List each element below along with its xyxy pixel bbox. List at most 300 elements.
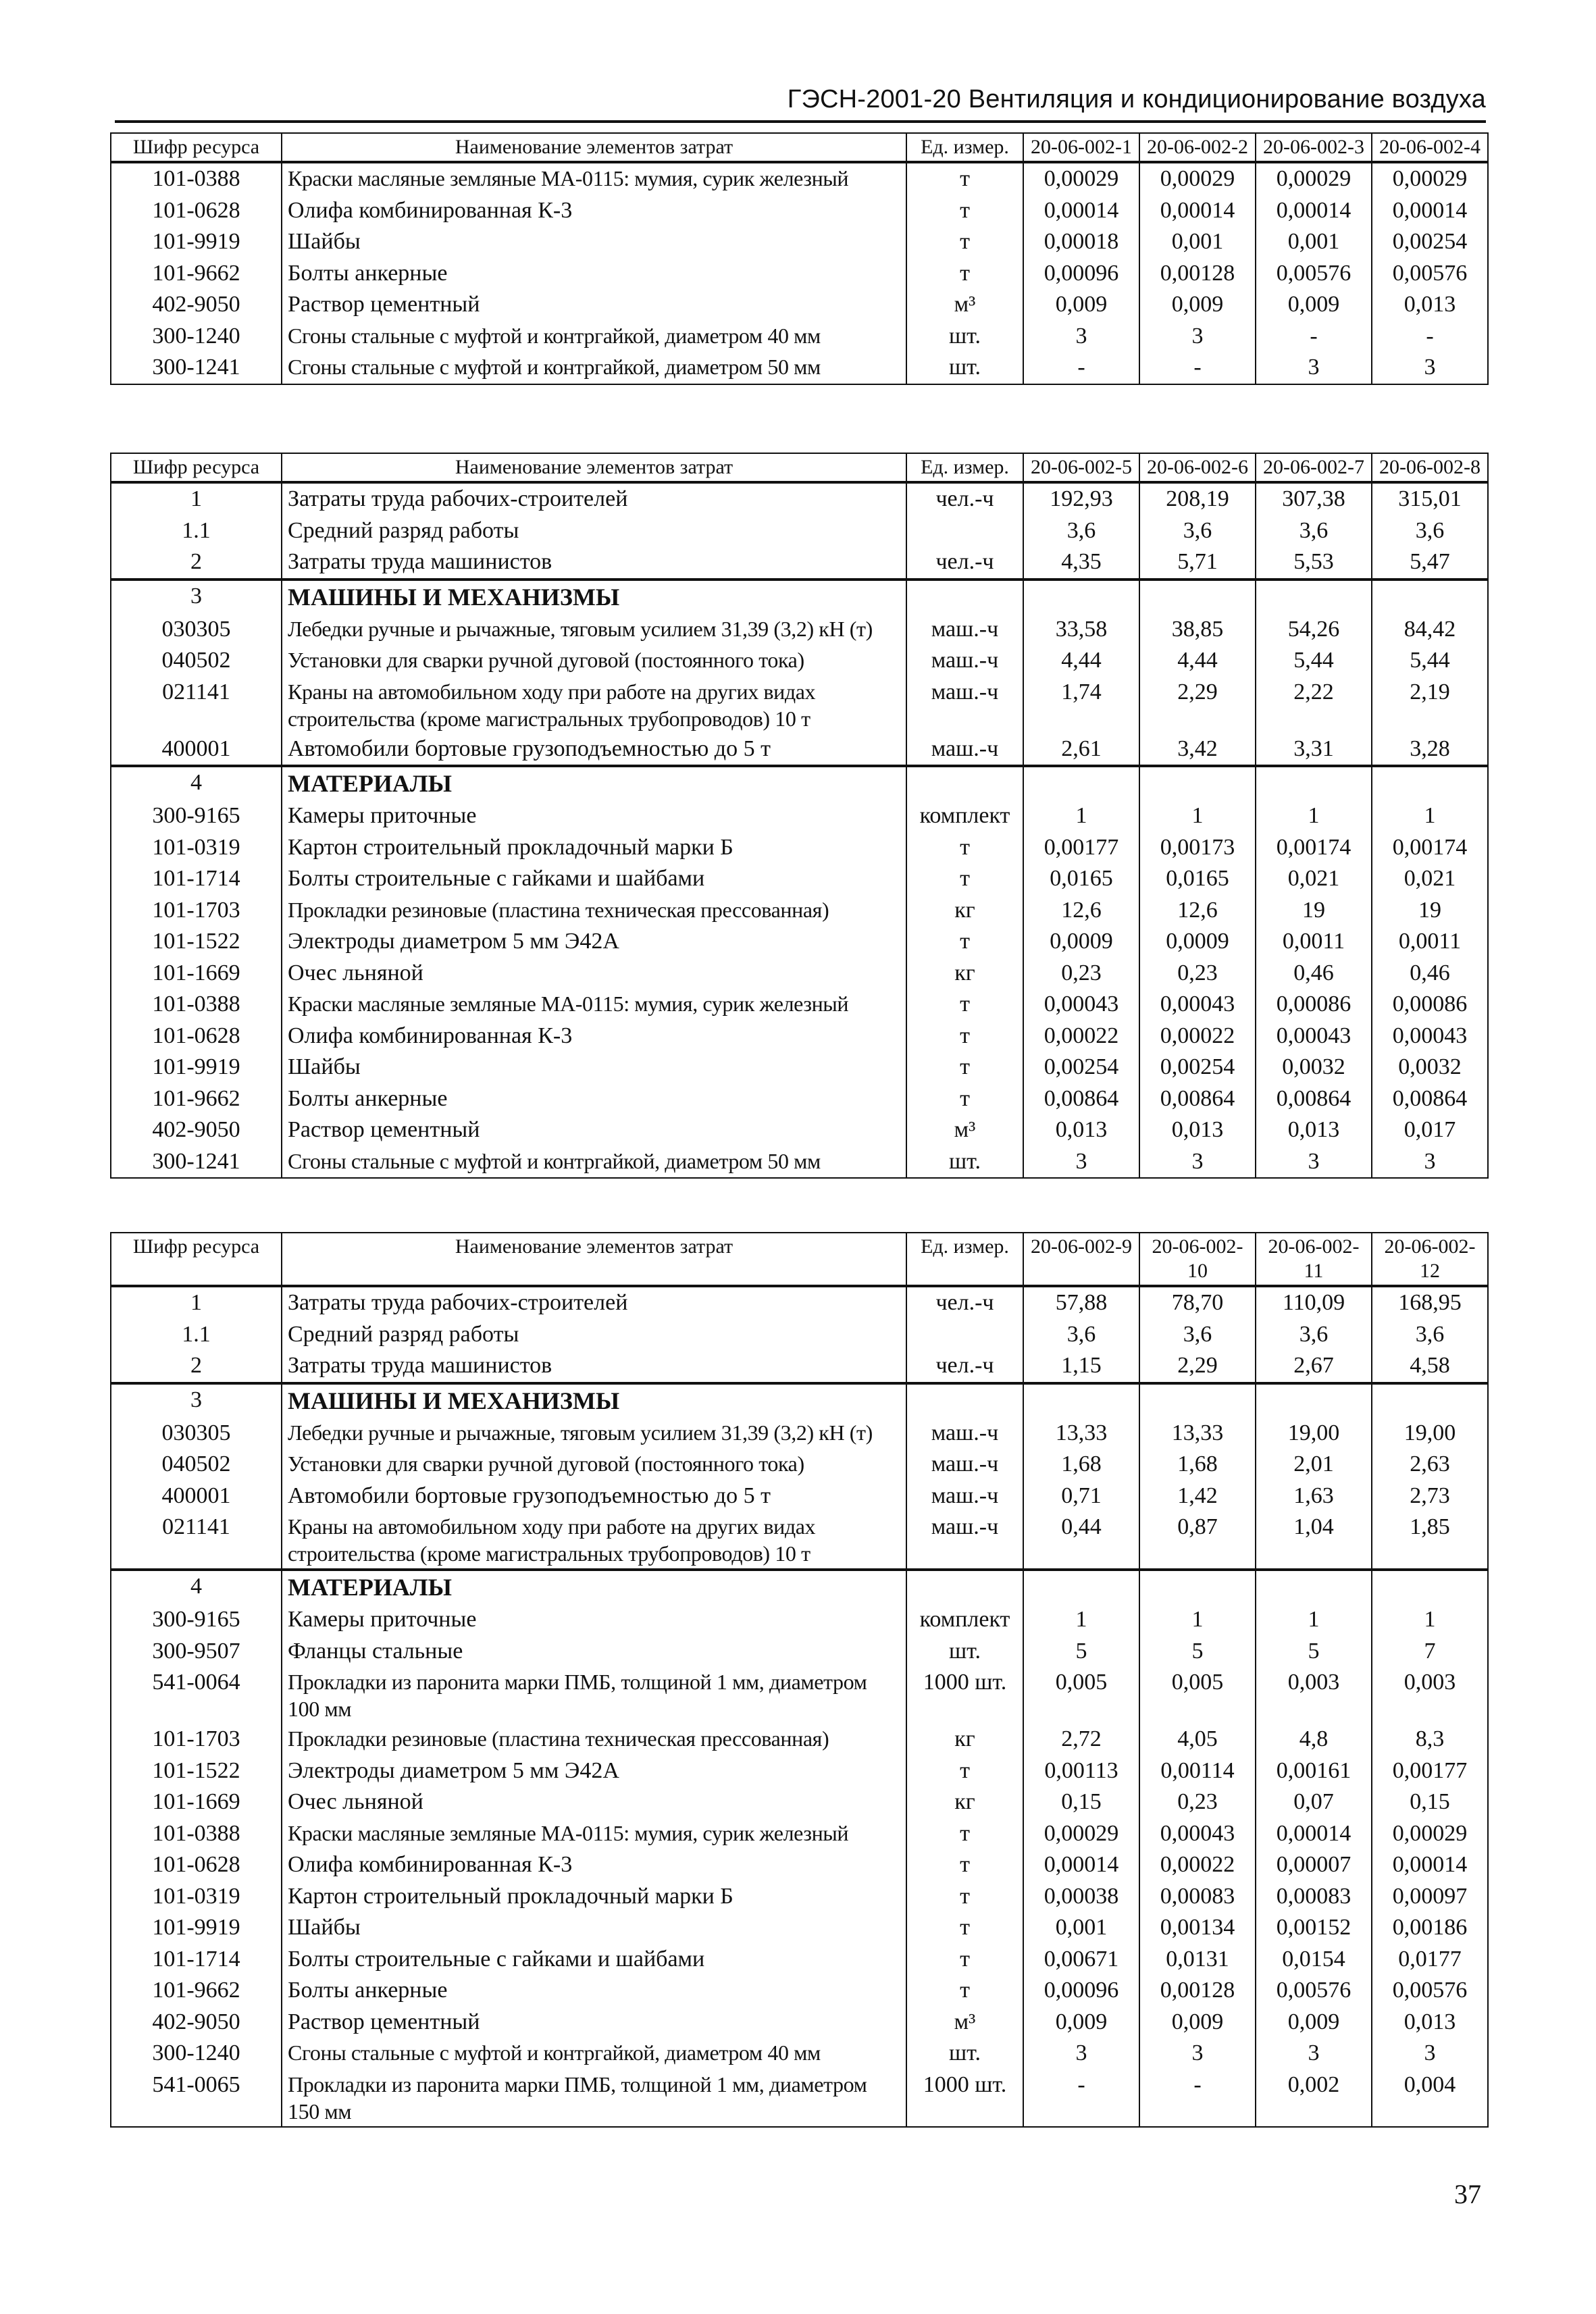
resource-value: 0,00014 [1139, 195, 1256, 227]
resource-value: 0,013 [1256, 1114, 1372, 1146]
resource-value: 1 [1023, 1604, 1139, 1636]
resource-value [1256, 1383, 1372, 1418]
table-row [111, 1146, 1488, 1179]
resource-value: - [1139, 2069, 1256, 2127]
resource-value: 0,00029 [1256, 162, 1372, 195]
resource-unit: шт. [906, 321, 1023, 353]
col-header-code: Шифр ресурса [111, 133, 282, 162]
resource-name: Автомобили бортовые грузоподъемностью до 5 т [282, 734, 906, 767]
resource-value: 1 [1372, 800, 1488, 832]
resource-value: 0,0011 [1256, 926, 1372, 958]
col-header-code: Шифр ресурса [111, 1233, 282, 1286]
resource-value: 3,28 [1372, 734, 1488, 767]
resource-unit: шт. [906, 1636, 1023, 1668]
table-row [111, 1286, 1488, 1319]
resource-value: 3,6 [1139, 1319, 1256, 1351]
resource-value: 0,00576 [1372, 258, 1488, 290]
resource-value: 12,6 [1139, 895, 1256, 927]
resource-value: 3 [1139, 321, 1256, 353]
resource-name: Установки для сварки ручной дуговой (постоянного тока) [282, 645, 906, 677]
resource-value: 3,6 [1372, 515, 1488, 547]
resource-value: 3 [1139, 2038, 1256, 2069]
table-row [111, 546, 1488, 580]
resource-value: 3,6 [1372, 1319, 1488, 1351]
resource-unit [906, 766, 1023, 800]
resource-name: Болты анкерные [282, 1083, 906, 1115]
resource-value [1023, 1570, 1139, 1604]
resource-code: 101-1714 [111, 863, 282, 895]
resource-value: 0,00038 [1023, 1881, 1139, 1913]
table-row [111, 926, 1488, 958]
resource-name: МАТЕРИАЛЫ [282, 766, 906, 800]
resource-value: 4,58 [1372, 1350, 1488, 1383]
resource-value: 3,42 [1139, 734, 1256, 767]
resource-value: 5,47 [1372, 546, 1488, 580]
table-row [111, 2038, 1488, 2069]
resource-name: Шайбы [282, 1912, 906, 1944]
resource-value: 3,31 [1256, 734, 1372, 767]
resource-code: 040502 [111, 645, 282, 677]
resource-value: 0,07 [1256, 1786, 1372, 1818]
resource-value [1372, 766, 1488, 800]
resource-name: Камеры приточные [282, 1604, 906, 1636]
resource-name: Лебедки ручные и рычажные, тяговым усилием 31,39 (3,2) кН (т) [282, 1418, 906, 1449]
resource-unit: т [906, 989, 1023, 1021]
resource-value: 0,0165 [1139, 863, 1256, 895]
resource-name: Олифа комбинированная К-3 [282, 1849, 906, 1881]
resource-value [1372, 1570, 1488, 1604]
resource-value: 0,00022 [1023, 1021, 1139, 1052]
resource-name: Прокладки резиновые (пластина техническая прессованная) [282, 1724, 906, 1755]
resource-value: 0,00022 [1139, 1849, 1256, 1881]
resource-name: Прокладки резиновые (пластина техническая прессованная) [282, 895, 906, 927]
resource-code: 300-1240 [111, 2038, 282, 2069]
resource-code: 300-9165 [111, 1604, 282, 1636]
resource-unit: т [906, 258, 1023, 290]
resource-value: 0,005 [1023, 1667, 1139, 1724]
resource-value [1372, 1383, 1488, 1418]
resource-value: 54,26 [1256, 614, 1372, 646]
resource-value: 4,35 [1023, 546, 1139, 580]
resource-value: 315,01 [1372, 482, 1488, 515]
resource-name: Сгоны стальные с муфтой и контргайкой, диаметром 40 мм [282, 321, 906, 353]
table-row [111, 482, 1488, 515]
resource-value: 0,009 [1023, 289, 1139, 321]
resource-value: 3 [1256, 2038, 1372, 2069]
resource-value: 3 [1256, 352, 1372, 384]
col-header-name: Наименование элементов затрат [282, 1233, 906, 1286]
resource-table-3 [110, 1232, 1489, 2128]
resource-unit: м³ [906, 2007, 1023, 2038]
resource-value: 2,73 [1372, 1481, 1488, 1512]
resource-value: - [1256, 321, 1372, 353]
resource-value: 4,05 [1139, 1724, 1256, 1755]
resource-name: Раствор цементный [282, 2007, 906, 2038]
resource-value [1139, 766, 1256, 800]
resource-unit: маш.-ч [906, 614, 1023, 646]
resource-value: 0,00096 [1023, 1975, 1139, 2007]
resource-unit: маш.-ч [906, 1418, 1023, 1449]
resource-code: 101-0628 [111, 195, 282, 227]
section-row [111, 1570, 1488, 1604]
resource-value: 0,00174 [1256, 832, 1372, 864]
resource-code: 1 [111, 482, 282, 515]
col-header-unit: Ед. измер. [906, 453, 1023, 482]
col-header-norm: 20-06-002-10 [1139, 1233, 1256, 1286]
resource-value: 0,00576 [1372, 1975, 1488, 2007]
resource-unit: комплект [906, 800, 1023, 832]
resource-unit: т [906, 863, 1023, 895]
table-row [111, 1319, 1488, 1351]
section-row [111, 580, 1488, 614]
resource-unit: маш.-ч [906, 677, 1023, 734]
col-header-norm: 20-06-002-12 [1372, 1233, 1488, 1286]
table-row [111, 1786, 1488, 1818]
resource-value: 0,004 [1372, 2069, 1488, 2127]
resource-code: 400001 [111, 1481, 282, 1512]
col-header-norm: 20-06-002-3 [1256, 133, 1372, 162]
resource-name: Затраты труда машинистов [282, 546, 906, 580]
resource-code: 101-9919 [111, 1052, 282, 1083]
resource-code: 4 [111, 1570, 282, 1604]
resource-value [1256, 766, 1372, 800]
resource-unit [906, 1383, 1023, 1418]
resource-value: 3 [1256, 1146, 1372, 1179]
resource-value: 0,001 [1256, 226, 1372, 258]
resource-value: 0,00152 [1256, 1912, 1372, 1944]
resource-name: Раствор цементный [282, 1114, 906, 1146]
resource-name: Затраты труда рабочих-строителей [282, 482, 906, 515]
resource-code: 2 [111, 546, 282, 580]
resource-unit: чел.-ч [906, 1286, 1023, 1319]
table-row [111, 1849, 1488, 1881]
table-row [111, 832, 1488, 864]
page-header-title: ГЭСН-2001-20 Вентиляция и кондиционирование воздуха [787, 85, 1486, 113]
resource-value: 2,63 [1372, 1449, 1488, 1481]
resource-value: 19 [1372, 895, 1488, 927]
resource-name: МАТЕРИАЛЫ [282, 1570, 906, 1604]
resource-code: 300-9507 [111, 1636, 282, 1668]
resource-name: Очес льняной [282, 958, 906, 989]
col-header-code: Шифр ресурса [111, 453, 282, 482]
resource-name: Затраты труда рабочих-строителей [282, 1286, 906, 1319]
col-header-norm: 20-06-002-6 [1139, 453, 1256, 482]
table-row [111, 1052, 1488, 1083]
resource-name: Болты анкерные [282, 258, 906, 290]
table-row [111, 162, 1488, 195]
table-row [111, 734, 1488, 767]
resource-code: 101-1714 [111, 1944, 282, 1976]
resource-value: - [1023, 352, 1139, 384]
resource-code: 3 [111, 1383, 282, 1418]
resource-name: Очес льняной [282, 1786, 906, 1818]
resource-value: 0,00043 [1023, 989, 1139, 1021]
resource-unit: м³ [906, 1114, 1023, 1146]
resource-value: 8,3 [1372, 1724, 1488, 1755]
resource-value: 0,00097 [1372, 1881, 1488, 1913]
resource-name: Прокладки из паронита марки ПМБ, толщиной 1 мм, диаметром 150 мм [282, 2069, 906, 2127]
resource-code: 101-9662 [111, 1975, 282, 2007]
resource-value: 0,009 [1139, 289, 1256, 321]
resource-value: 0,00576 [1256, 258, 1372, 290]
header-rule [115, 120, 1486, 123]
resource-value: 0,00114 [1139, 1755, 1256, 1787]
table-row [111, 1912, 1488, 1944]
resource-value: 0,013 [1139, 1114, 1256, 1146]
table-row [111, 2069, 1488, 2127]
resource-value: 307,38 [1256, 482, 1372, 515]
table-row [111, 321, 1488, 353]
resource-value: 5 [1256, 1636, 1372, 1668]
resource-value: 0,00086 [1372, 989, 1488, 1021]
resource-value: 0,0165 [1023, 863, 1139, 895]
resource-value: 0,001 [1139, 226, 1256, 258]
resource-value: 0,00864 [1256, 1083, 1372, 1115]
resource-value: 38,85 [1139, 614, 1256, 646]
resource-unit: т [906, 1021, 1023, 1052]
resource-table-2 [110, 453, 1489, 1179]
resource-value: 0,0131 [1139, 1944, 1256, 1976]
table-row [111, 645, 1488, 677]
table-row [111, 1975, 1488, 2007]
resource-value: 0,00029 [1372, 162, 1488, 195]
resource-value: 3 [1372, 2038, 1488, 2069]
resource-value: 0,00254 [1372, 226, 1488, 258]
resource-value: 0,46 [1256, 958, 1372, 989]
resource-value: - [1372, 321, 1488, 353]
resource-unit: маш.-ч [906, 1512, 1023, 1570]
col-header-norm: 20-06-002-11 [1256, 1233, 1372, 1286]
resource-code: 101-1522 [111, 1755, 282, 1787]
resource-name: Лебедки ручные и рычажные, тяговым усилием 31,39 (3,2) кН (т) [282, 614, 906, 646]
resource-unit: т [906, 926, 1023, 958]
resource-unit: маш.-ч [906, 1449, 1023, 1481]
table-row [111, 195, 1488, 227]
resource-value: 0,00083 [1139, 1881, 1256, 1913]
resource-code: 101-9662 [111, 258, 282, 290]
resource-unit: т [906, 832, 1023, 864]
resource-code: 101-0628 [111, 1849, 282, 1881]
resource-unit: т [906, 1912, 1023, 1944]
resource-unit: чел.-ч [906, 546, 1023, 580]
resource-value: 2,29 [1139, 1350, 1256, 1383]
resource-code: 541-0065 [111, 2069, 282, 2127]
resource-value: 3,6 [1139, 515, 1256, 547]
resource-value: 0,0011 [1372, 926, 1488, 958]
resource-value: 0,00043 [1139, 1818, 1256, 1850]
resource-value: 5 [1139, 1636, 1256, 1668]
resource-value: 0,009 [1023, 2007, 1139, 2038]
resource-value: 0,44 [1023, 1512, 1139, 1570]
resource-code: 101-0388 [111, 989, 282, 1021]
table-row [111, 289, 1488, 321]
resource-unit: маш.-ч [906, 645, 1023, 677]
resource-value: 0,00014 [1256, 195, 1372, 227]
resource-value: 0,0009 [1139, 926, 1256, 958]
resource-value: 0,00134 [1139, 1912, 1256, 1944]
resource-value: 2,19 [1372, 677, 1488, 734]
resource-name: Затраты труда машинистов [282, 1350, 906, 1383]
resource-value: 5,44 [1256, 645, 1372, 677]
resource-unit: шт. [906, 2038, 1023, 2069]
resource-unit: т [906, 195, 1023, 227]
resource-value [1023, 1383, 1139, 1418]
resource-code: 300-1241 [111, 1146, 282, 1179]
resource-unit [906, 515, 1023, 547]
resource-value: 0,00043 [1139, 989, 1256, 1021]
col-header-unit: Ед. измер. [906, 133, 1023, 162]
resource-unit: т [906, 1052, 1023, 1083]
resource-name: Картон строительный прокладочный марки Б [282, 832, 906, 864]
resource-unit: т [906, 1083, 1023, 1115]
resource-value: - [1139, 352, 1256, 384]
resource-name: Шайбы [282, 226, 906, 258]
resource-unit [906, 1319, 1023, 1351]
resource-value: 0,021 [1256, 863, 1372, 895]
resource-value: 0,00029 [1139, 162, 1256, 195]
resource-value: 0,00173 [1139, 832, 1256, 864]
resource-unit: 1000 шт. [906, 2069, 1023, 2127]
resource-value: 0,0154 [1256, 1944, 1372, 1976]
resource-value: 78,70 [1139, 1286, 1256, 1319]
table-row [111, 2007, 1488, 2038]
table-row [111, 1512, 1488, 1570]
resource-value: 0,002 [1256, 2069, 1372, 2127]
resource-code: 030305 [111, 1418, 282, 1449]
resource-value: 3,6 [1023, 1319, 1139, 1351]
resource-value: 33,58 [1023, 614, 1139, 646]
table-row [111, 1881, 1488, 1913]
resource-value: 0,15 [1023, 1786, 1139, 1818]
table-row [111, 1724, 1488, 1755]
col-header-norm: 20-06-002-2 [1139, 133, 1256, 162]
resource-name: Электроды диаметром 5 мм Э42А [282, 926, 906, 958]
resource-name: Сгоны стальные с муфтой и контргайкой, диаметром 40 мм [282, 2038, 906, 2069]
table-row [111, 958, 1488, 989]
resource-unit: т [906, 162, 1023, 195]
resource-value [1139, 1383, 1256, 1418]
resource-value: 4,44 [1023, 645, 1139, 677]
resource-value: 0,00128 [1139, 1975, 1256, 2007]
resource-value: 1,63 [1256, 1481, 1372, 1512]
section-row [111, 1383, 1488, 1418]
resource-name: Средний разряд работы [282, 1319, 906, 1351]
resource-value [1372, 580, 1488, 614]
resource-unit: 1000 шт. [906, 1667, 1023, 1724]
resource-value: 0,00014 [1372, 195, 1488, 227]
table-row [111, 258, 1488, 290]
resource-code: 101-1703 [111, 1724, 282, 1755]
resource-value: 0,009 [1256, 289, 1372, 321]
resource-value: 1 [1372, 1604, 1488, 1636]
resource-value: 0,005 [1139, 1667, 1256, 1724]
resource-code: 300-1241 [111, 352, 282, 384]
resource-code: 300-9165 [111, 800, 282, 832]
resource-value: 0,0032 [1256, 1052, 1372, 1083]
resource-value: 3 [1372, 352, 1488, 384]
resource-value: 0,0009 [1023, 926, 1139, 958]
resource-value: 0,00022 [1139, 1021, 1256, 1052]
resource-value: 0,013 [1372, 2007, 1488, 2038]
resource-value: 168,95 [1372, 1286, 1488, 1319]
table-row [111, 1667, 1488, 1724]
resource-value: 57,88 [1023, 1286, 1139, 1319]
resource-value: 0,021 [1372, 863, 1488, 895]
resource-value: 0,00014 [1256, 1818, 1372, 1850]
resource-value: 0,00018 [1023, 226, 1139, 258]
resource-unit: чел.-ч [906, 482, 1023, 515]
resource-code: 101-0628 [111, 1021, 282, 1052]
resource-name: Олифа комбинированная К-3 [282, 1021, 906, 1052]
resource-value: 1 [1256, 800, 1372, 832]
resource-code: 402-9050 [111, 289, 282, 321]
resource-value: 0,003 [1256, 1667, 1372, 1724]
resource-value: 0,00083 [1256, 1881, 1372, 1913]
resource-value: 0,00186 [1372, 1912, 1488, 1944]
resource-value: 0,23 [1023, 958, 1139, 989]
resource-value: 84,42 [1372, 614, 1488, 646]
resource-code: 101-0319 [111, 832, 282, 864]
resource-unit: маш.-ч [906, 734, 1023, 767]
table-row [111, 614, 1488, 646]
page-number: 37 [1454, 2179, 1481, 2209]
table-row [111, 515, 1488, 547]
resource-unit: кг [906, 958, 1023, 989]
resource-name: Камеры приточные [282, 800, 906, 832]
resource-value: 0,00096 [1023, 258, 1139, 290]
resource-value: 0,00113 [1023, 1755, 1139, 1787]
resource-value: 1 [1139, 1604, 1256, 1636]
resource-code: 400001 [111, 734, 282, 767]
table-row [111, 800, 1488, 832]
resource-value: 2,67 [1256, 1350, 1372, 1383]
table-row [111, 1021, 1488, 1052]
resource-value: 1 [1139, 800, 1256, 832]
resource-code: 021141 [111, 1512, 282, 1570]
resource-code: 3 [111, 580, 282, 614]
resource-value: 0,00014 [1023, 195, 1139, 227]
table-row [111, 677, 1488, 734]
resource-unit: кг [906, 1724, 1023, 1755]
resource-code: 101-0388 [111, 162, 282, 195]
resource-value: 0,013 [1372, 289, 1488, 321]
resource-value: 0,009 [1256, 2007, 1372, 2038]
resource-name: Краны на автомобильном ходу при работе на других видах строительства (кроме магистральных трубопроводов) 10 т [282, 677, 906, 734]
resource-value: 1,42 [1139, 1481, 1256, 1512]
col-header-norm: 20-06-002-8 [1372, 453, 1488, 482]
resource-unit: т [906, 1849, 1023, 1881]
resource-value: 0,87 [1139, 1512, 1256, 1570]
resource-value: 0,00029 [1023, 162, 1139, 195]
table-row [111, 1418, 1488, 1449]
resource-unit: м³ [906, 289, 1023, 321]
resource-value: 7 [1372, 1636, 1488, 1668]
resource-value: 0,009 [1139, 2007, 1256, 2038]
resource-value [1023, 766, 1139, 800]
resource-name: Фланцы стальные [282, 1636, 906, 1668]
resource-value: 4,8 [1256, 1724, 1372, 1755]
resource-value: 1,15 [1023, 1350, 1139, 1383]
resource-value: 1,68 [1023, 1449, 1139, 1481]
resource-value: 0,00864 [1139, 1083, 1256, 1115]
resource-value [1256, 1570, 1372, 1604]
resource-value: 3,6 [1256, 515, 1372, 547]
resource-code: 1.1 [111, 1319, 282, 1351]
resource-value: 13,33 [1023, 1418, 1139, 1449]
table-row [111, 1604, 1488, 1636]
resource-unit: маш.-ч [906, 1481, 1023, 1512]
resource-unit: т [906, 226, 1023, 258]
